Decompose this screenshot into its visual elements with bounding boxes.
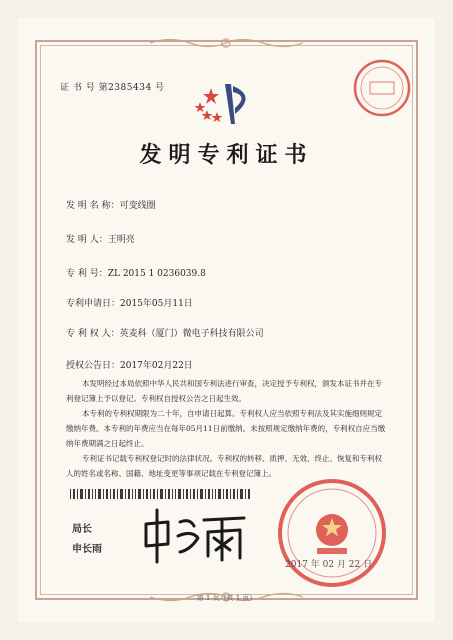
- grant-date: 授权公告日：2017年02月22日: [66, 361, 193, 371]
- body-paragraph-1: 本发明经过本局依照中华人民共和国专利法进行审查，决定授予专利权，颁发本证书并在专利登记簿上予以登记。专利权自授权公告之日起生效。: [66, 379, 382, 403]
- page-number: 第 1 页（共 1 页）: [196, 594, 257, 602]
- patent-number: 专 利 号：ZL 2015 1 0236039.8: [66, 269, 206, 279]
- patent-office-emblem-icon: [195, 80, 259, 128]
- patentee: 专 利 权 人：英麦科（厦门）微电子科技有限公司: [66, 329, 264, 339]
- filing-date: 专利申请日：2015年05月11日: [66, 299, 193, 309]
- national-ip-administration-seal-icon: [277, 478, 387, 588]
- certificate-title: 发明专利证书: [139, 142, 314, 168]
- red-round-seal-icon: [352, 58, 412, 118]
- invention-name: 发 明 名 称：可变线圈: [66, 201, 156, 211]
- body-paragraph-2: 本专利的专利权期限为二十年，自申请日起算。专利权人应当依照专利法及其实施细则规定缴纳年费。本专利的年费应当在每年05月11日前缴纳。未按照规定缴纳年费的，专利权自应当缴纳年费期满之日起终止。: [66, 409, 386, 448]
- barcode: [70, 489, 250, 499]
- body-paragraph-3: 专利证书记载专利权登记时的法律状况。专利权的转移、质押、无效、终止、恢复和专利权人的姓名或名称、国籍、地址变更等事项记载在专利登记簿上。: [66, 454, 382, 478]
- seal-date: 2017 年 02 月 22 日: [285, 560, 373, 570]
- certificate-number: 证 书 号 第2385434 号: [60, 83, 165, 93]
- inventor: 发 明 人：王明亮: [66, 235, 135, 245]
- director-title: 局长: [72, 524, 92, 535]
- director-name: 申长雨: [72, 544, 102, 555]
- top-ornament: [150, 36, 303, 50]
- handwritten-signature-icon: [140, 506, 250, 566]
